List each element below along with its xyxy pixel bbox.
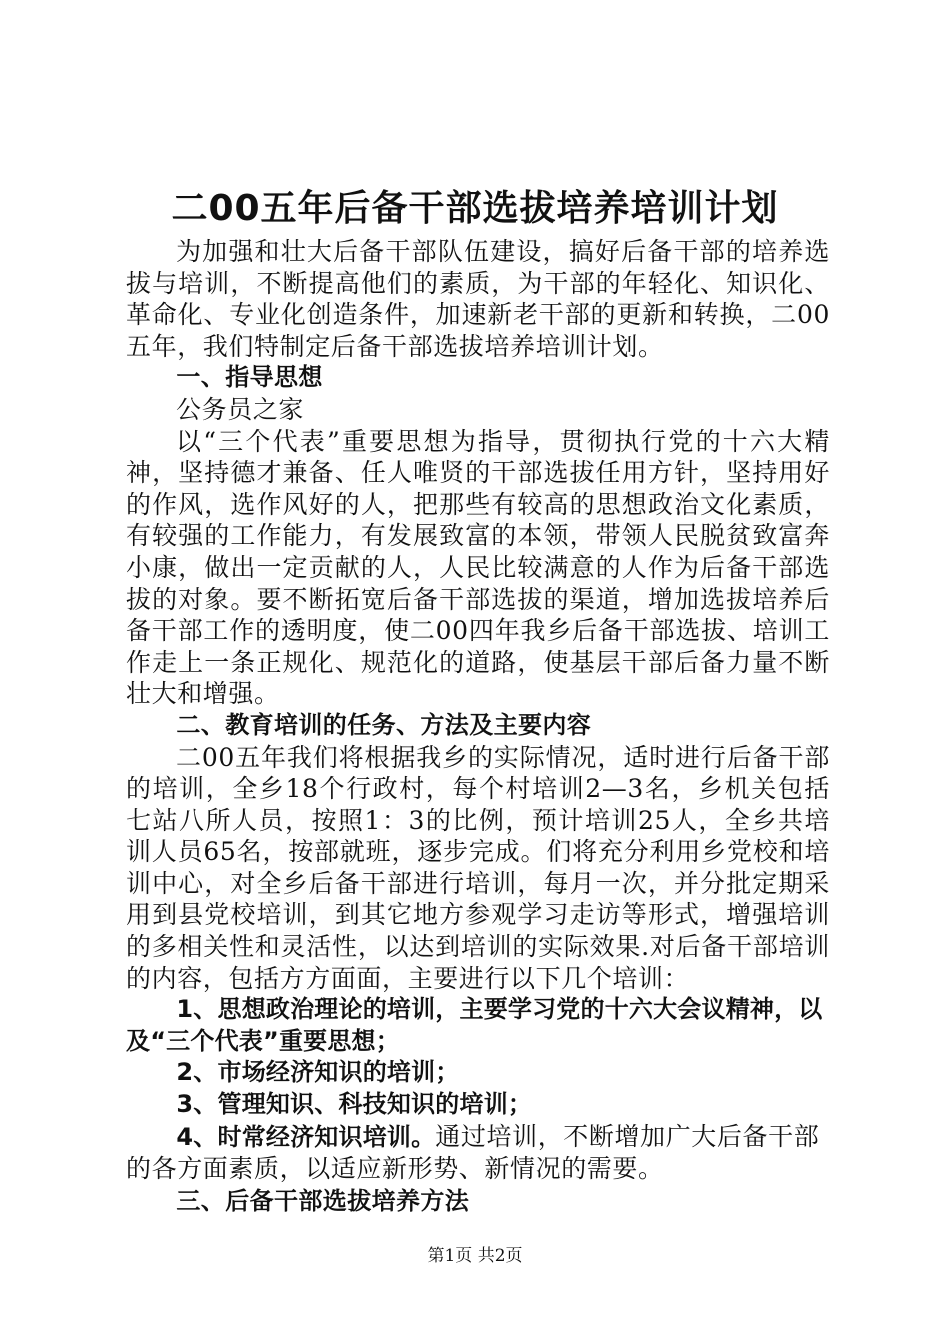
document-body <box>126 236 830 1217</box>
list-item-4-continuation: 通过培训，不断增加广大后备干部的各方面素质，以适应新形势、新情况的需要。 <box>126 1121 820 1184</box>
document-title: 二00五年后备干部选拔培养培训计划 <box>171 188 779 229</box>
list-item-3 <box>126 1089 830 1121</box>
section-3-heading: 三、后备干部选拔培养方法 <box>176 1186 470 1215</box>
list-item-1-text: 1、思想政治理论的培训，主要学习党的十六大会议精神，以及“三个代表”重要思想； <box>126 995 823 1055</box>
section-1-heading: 一、指导思想 <box>176 363 323 392</box>
list-item-4 <box>126 1121 830 1186</box>
list-item-2 <box>126 1057 830 1089</box>
list-item-1 <box>126 994 830 1057</box>
list-item-2-text: 2、市场经济知识的培训； <box>176 1058 460 1087</box>
section-2-heading: 二、教育培训的任务、方法及主要内容 <box>176 710 592 739</box>
list-item-3-text: 3、管理知识、科技知识的培训； <box>176 1090 533 1119</box>
section-1-paragraph: 以“三个代表”重要思想为指导，贯彻执行党的十六大精神，坚持德才兼备、任人唯贤的干部选拔任用方针，坚持用好的作风，选作风好的人，把那些有较高的思想政治文化素质，有较强的工作能力，有发展致富的本领，带领人民脱贫致富奔小康，做出一定贡献的人，人民比较满意的人作为后备干部选拔的对象。要不断拓宽后备干部选拔的渠道，增加选拔培养后备干部工作的透明度，使二00四年我乡后备干部选拔、培训工作走上一条正规化、规范化的道路，使基层干部后备力量不断壮大和增强。 <box>126 426 830 709</box>
intro-paragraph: 为加强和壮大后备干部队伍建设，搞好后备干部的培养选拔与培训，不断提高他们的素质，为干部的年轻化、知识化、革命化、专业化创造条件，加速新老干部的更新和转换，二00五年，我们特制定后备干部选拔培养培训计划。 <box>126 237 830 361</box>
list-item-4-text: 4、时常经济知识培训。 <box>176 1122 436 1151</box>
section-2-paragraph: 二00五年我们将根据我乡的实际情况，适时进行后备干部的培训，全乡18个行政村，每个村培训2—3名，乡机关包括七站八所人员，按照1：3的比例，预计培训25人，全乡共培训人员65名，按部就班，逐步完成。们将充分利用乡党校和培训中心，对全乡后备干部进行培训，每月一次，并分批定期采用到县党校培训，到其它地方参观学习走访等形式，增强培训的多相关性和灵活性，以达到培训的实际效果.对后备干部培训的内容，包括方方面面，主要进行以下几个培训： <box>126 742 830 993</box>
source-line: 公务员之家 <box>176 394 305 424</box>
page-footer: 第1页 共2页 <box>427 1246 523 1266</box>
